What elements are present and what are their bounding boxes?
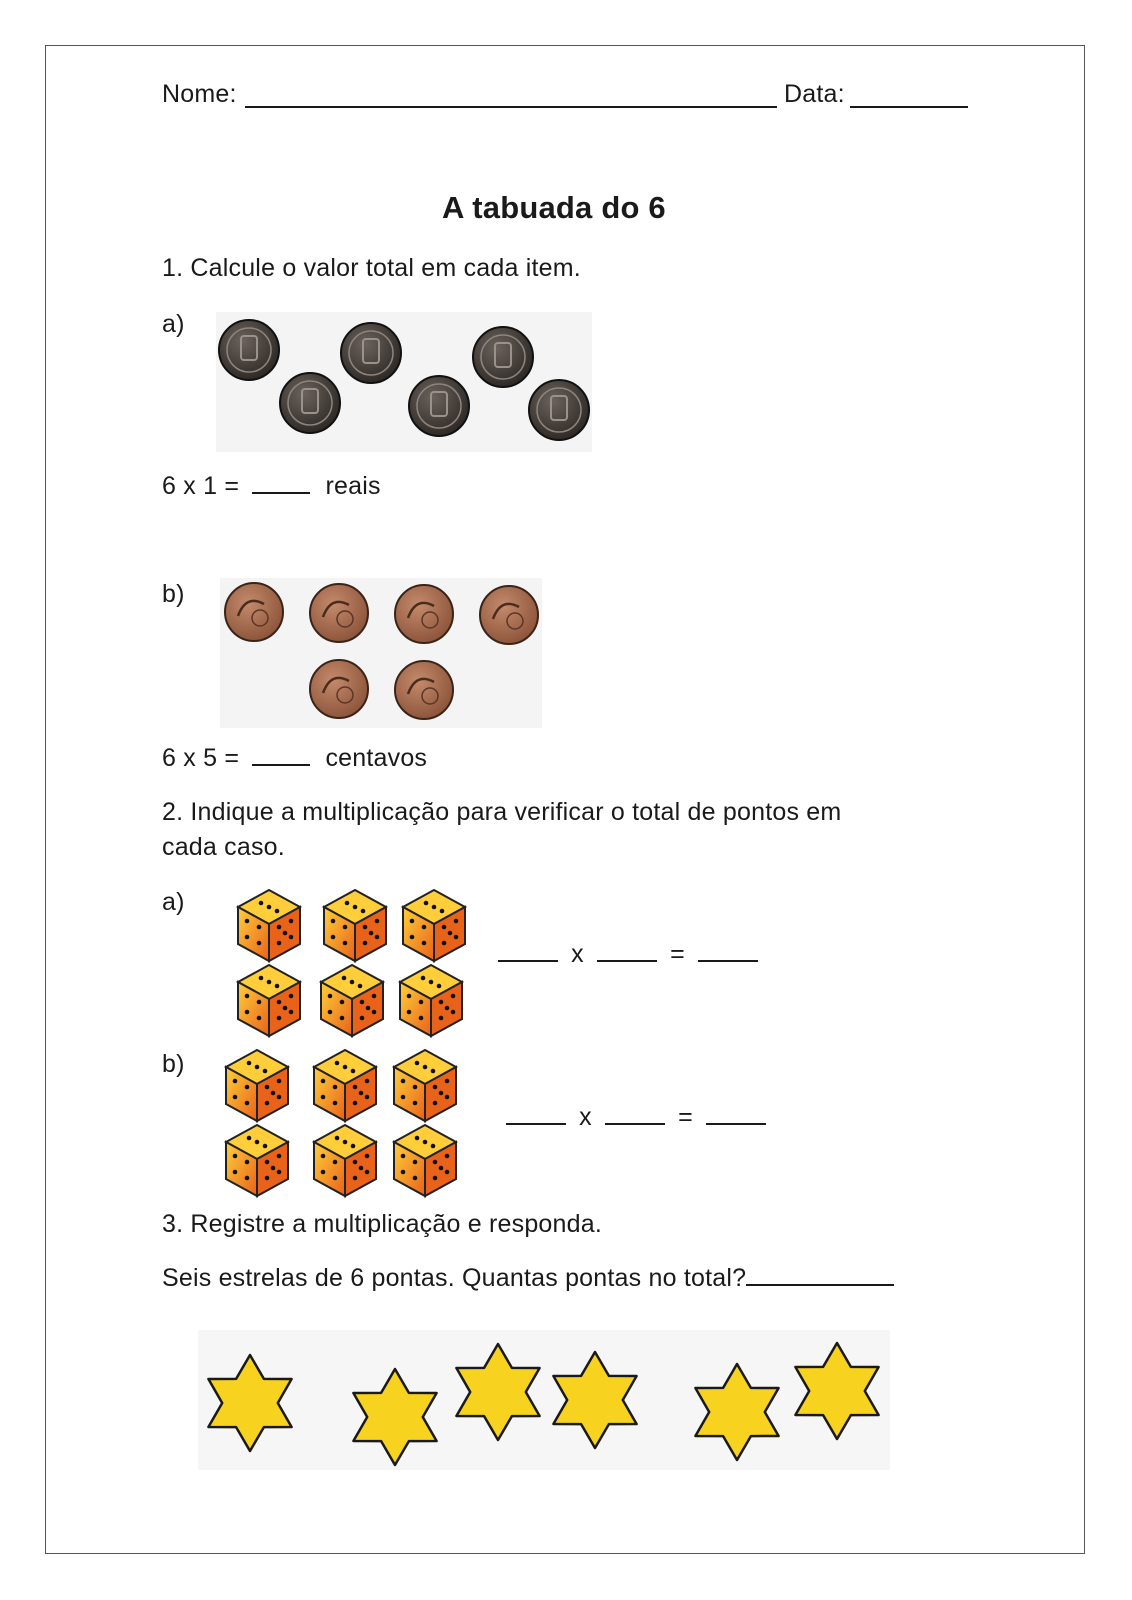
equation-1a-text: 6 x 1 = bbox=[162, 472, 240, 500]
question-1-prompt: 1. Calcule o valor total em cada item. bbox=[162, 254, 581, 282]
times-2a-sign: x bbox=[571, 940, 584, 968]
question-2-prompt-line2: cada caso. bbox=[162, 833, 285, 861]
page-title: A tabuada do 6 bbox=[442, 190, 666, 225]
six-point-star-icon bbox=[208, 1355, 291, 1451]
question-1a-label: a) bbox=[162, 310, 185, 338]
unit-1a-text: reais bbox=[325, 472, 381, 500]
question-3-question: Seis estrelas de 6 pontas. Quantas pontas no total? bbox=[162, 1264, 747, 1292]
times-2b-sign: x bbox=[579, 1103, 592, 1131]
question-2a-label: a) bbox=[162, 888, 185, 916]
six-point-star-icon bbox=[456, 1344, 539, 1440]
equals-2b-sign: = bbox=[678, 1103, 693, 1131]
six-point-star-icon bbox=[795, 1343, 878, 1439]
question-1b-label: b) bbox=[162, 580, 185, 608]
six-point-star-icon bbox=[553, 1352, 636, 1448]
name-label: Nome: bbox=[162, 80, 237, 108]
equation-1b-text: 6 x 5 = bbox=[162, 744, 240, 772]
question-3-prompt: 3. Registre a multiplicação e responda. bbox=[162, 1210, 602, 1238]
equals-2a-sign: = bbox=[670, 940, 685, 968]
question-2b-label: b) bbox=[162, 1050, 185, 1078]
six-point-star-icon bbox=[353, 1369, 436, 1465]
date-label: Data: bbox=[784, 80, 845, 108]
six-point-star-icon bbox=[695, 1364, 778, 1460]
question-2-prompt-line1: 2. Indique a multiplicação para verificar o total de pontos em bbox=[162, 798, 842, 826]
unit-1b-text: centavos bbox=[325, 744, 428, 772]
